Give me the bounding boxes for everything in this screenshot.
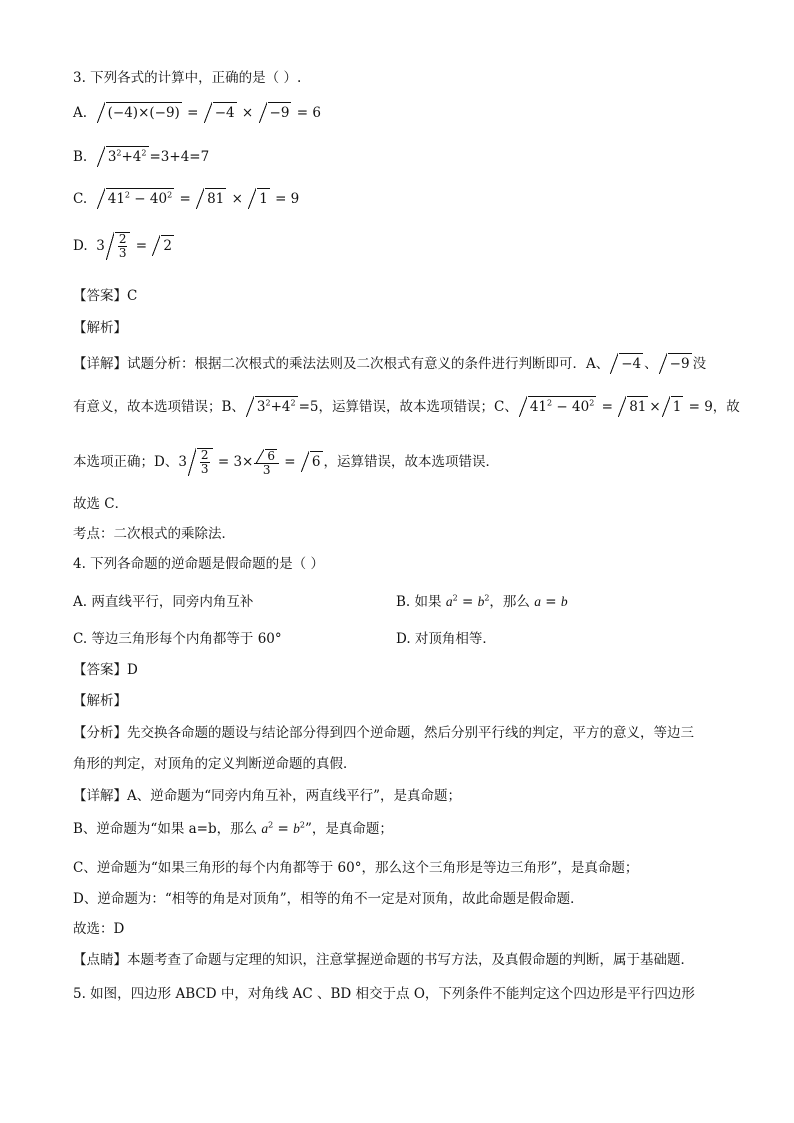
radical-sign: $41^2 - 40^2$	[519, 396, 596, 417]
text-span: ”，是真命题；	[305, 821, 393, 837]
radical-sign: $3^2+4^2$	[246, 396, 298, 417]
q4-option-b: B. 如果 $a^2 = b^2$，那么 a = b	[396, 593, 568, 610]
q3-detail-line-3: 本选项正确；D、3 $\frac{2}{3}$ = 3× $\frac{6}{3}$ = 6 ，运算错误，故本选项错误．	[73, 448, 499, 477]
q4-option-a: A. 两直线平行，同旁内角互补	[73, 594, 254, 610]
fraction: $\frac{6}{3}$	[254, 449, 279, 477]
text-span: B. 如果	[396, 594, 442, 610]
fraction: $\frac{2}{3}$	[118, 232, 127, 260]
radical-sign: 81	[618, 396, 648, 417]
radical-sign: −4	[610, 353, 643, 374]
q4-fenxi-line-2: 角形的判定，对顶角的定义判断逆命题的真假．	[73, 756, 357, 772]
radical-sign: $3^2+4^2$	[97, 146, 149, 167]
radical-sign: $41^2 - 40^2$	[97, 188, 174, 209]
radical-sign: 81	[196, 188, 226, 209]
q3-detail-line-1	[73, 353, 706, 374]
radical-sign: 6	[301, 451, 323, 472]
radical-sign: 2	[152, 235, 174, 256]
radical-sign: 6	[256, 449, 277, 463]
text-span: ，故	[712, 399, 740, 415]
q3-option-d: D. 3 $\frac{2}{3}$ = 2	[73, 232, 172, 260]
q3-detail-line-2: 有意义，故本选项错误；B、 $3^2+4^2 =5$，运算错误，故本选项错误；C、 $41^2 - 40^2 = 81 \times 1 = 9$，故	[73, 396, 740, 417]
q4-detail-d: D、逆命题为：“相等的角是对顶角”，相等的角不一定是对顶角，故此命题是假命题．	[73, 891, 584, 907]
q3-point: 考点：二次根式的乘除法．	[73, 526, 235, 542]
text-span: 有意义，故本选项错误；B、	[73, 399, 245, 415]
text-span: 、	[644, 356, 658, 372]
q4-detail-a: 【详解】A、逆命题为“同旁内角互补，两直线平行”，是真命题；	[73, 788, 462, 804]
text-span: 【详解】试题分析：根据二次根式的乘法法则及二次根式有意义的条件进行判断即可．A、	[73, 356, 610, 372]
radical-sign: (−4)×(−9)	[97, 102, 182, 123]
radical-sign: −4	[204, 102, 237, 123]
text-span: 本选项正确；D、	[73, 454, 179, 470]
q3-option-a: A. (−4)×(−9) = −4 × −9 = 6	[73, 102, 321, 123]
q3-option-a-label: A.	[73, 105, 88, 121]
q4-option-c: C. 等边三角形每个内角都等于 60°	[73, 631, 282, 647]
q3-option-c: C. $41^2 - 40^2 = 81 \times 1 = 9$	[73, 188, 299, 209]
q4-detail-c: C、逆命题为“如果三角形的每个内角都等于 60°，那么这个三角形是等边三角形”，是真命题；	[73, 860, 639, 876]
q4-options-row-1	[73, 592, 713, 612]
q3-option-b-label: B.	[73, 149, 88, 165]
q4-stem: 4. 下列各命题的逆命题是假命题的是（ ）	[73, 556, 324, 572]
q3-option-b-tail: =3+4=7	[149, 149, 210, 165]
q4-answer: 【答案】D	[73, 662, 138, 678]
q5-stem: 5. 如图，四边形 ABCD 中，对角线 AC 、BD 相交于点 O，下列条件不能判定这个四边形是平行四边形	[73, 986, 695, 1002]
q3-stem: 3. 下列各式的计算中，正确的是（ ）.	[73, 70, 302, 86]
q4-option-d: D. 对顶角相等．	[396, 631, 496, 647]
q4-analysis-heading: 【解析】	[73, 693, 127, 709]
text-span: =5，运算错误，故本选项错误；C、	[298, 399, 518, 415]
radical-sign	[188, 448, 213, 476]
q4-detail-b: B、逆命题为“如果 a=b，那么 $a^2 = b^2$”，是真命题；	[73, 820, 393, 837]
radical-sign: −9	[259, 102, 292, 123]
q4-choose: 故选：D	[73, 921, 125, 937]
radical-sign	[106, 232, 131, 260]
q4-fenxi-line-1: 【分析】先交换各命题的题设与结论部分得到四个逆命题，然后分别平行线的判定，平方的意义，等边三	[73, 725, 694, 741]
q3-option-b	[73, 146, 209, 167]
radical-sign: 1	[248, 188, 270, 209]
q3-answer: 【答案】C	[73, 288, 138, 304]
q3-option-c-label: C.	[73, 191, 88, 207]
q3-choose: 故选 C．	[73, 496, 129, 512]
text-span: ，运算错误，故本选项错误．	[323, 454, 499, 470]
q4-options-row-2	[73, 629, 713, 649]
fraction: $\frac{2}{3}$	[200, 448, 209, 476]
q4-comment: 【点睛】本题考查了命题与定理的知识，注意掌握逆命题的书写方法，及真假命题的判断，属于基础题．	[73, 952, 694, 968]
q3-option-d-label: D.	[73, 238, 88, 254]
radical-sign: 1	[662, 396, 684, 417]
text-span: ，那么	[489, 594, 530, 610]
text-span: 没	[692, 356, 707, 372]
radical-sign: −9	[659, 353, 692, 374]
q3-analysis-heading: 【解析】	[73, 320, 127, 336]
text-span: B、逆命题为“如果 a=b，那么	[73, 821, 258, 837]
